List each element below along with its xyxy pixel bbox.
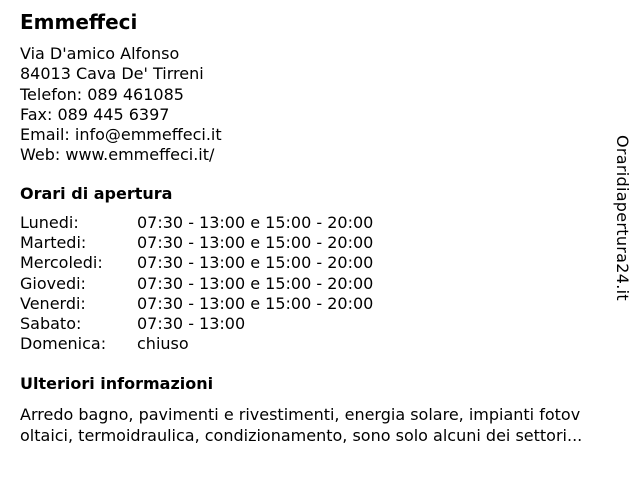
hours-row-wednesday bbox=[20, 253, 373, 273]
hours-value: 07:30 - 13:00 e 15:00 - 20:00 bbox=[137, 233, 374, 253]
hours-value: 07:30 - 13:00 e 15:00 - 20:00 bbox=[137, 213, 374, 232]
hours-row-friday bbox=[20, 294, 373, 314]
hours-row-monday bbox=[20, 213, 373, 233]
phone-number: Telefon: 089 461085 bbox=[20, 84, 184, 104]
day-label: Domenica: bbox=[20, 334, 107, 354]
address-city: 84013 Cava De' Tirreni bbox=[20, 64, 204, 84]
business-description bbox=[20, 404, 632, 446]
website: Web: www.emmeffeci.it/ bbox=[20, 145, 215, 165]
opening-hours-table bbox=[20, 213, 373, 354]
opening-hours-heading: Orari di apertura bbox=[20, 184, 173, 203]
hours-row-saturday bbox=[20, 314, 373, 334]
further-info-heading: Ulteriori informazioni bbox=[20, 374, 214, 393]
hours-row-sunday bbox=[20, 334, 373, 354]
day-label: Venerdi: bbox=[20, 293, 86, 313]
day-label: Sabato: bbox=[20, 313, 82, 333]
description-line: Arredo bagno, pavimenti e rivestimenti, energia solare, impianti fotov bbox=[20, 405, 581, 424]
hours-value: 07:30 - 13:00 e 15:00 - 20:00 bbox=[137, 253, 374, 273]
fax-number: Fax: 089 445 6397 bbox=[20, 104, 170, 124]
email-address: Email: info@emmeffeci.it bbox=[20, 125, 222, 145]
day-label: Martedi: bbox=[20, 233, 87, 253]
hours-value: 07:30 - 13:00 bbox=[137, 313, 246, 333]
day-label: Giovedi: bbox=[20, 273, 86, 293]
description-line: oltaici, termoidraulica, condizionamento, sono solo alcuni dei settori... bbox=[20, 426, 583, 445]
day-label: Lunedi: bbox=[20, 213, 79, 232]
address-street: Via D'amico Alfonso bbox=[20, 44, 180, 63]
business-name: Emmeffeci bbox=[20, 10, 138, 34]
site-watermark: Oraridiapertura24.it bbox=[613, 135, 632, 301]
hours-value: 07:30 - 13:00 e 15:00 - 20:00 bbox=[137, 273, 374, 293]
hours-row-tuesday bbox=[20, 233, 373, 253]
hours-row-thursday bbox=[20, 274, 373, 294]
contact-details bbox=[20, 44, 222, 166]
hours-value: chiuso bbox=[137, 334, 189, 354]
hours-value: 07:30 - 13:00 e 15:00 - 20:00 bbox=[137, 293, 374, 313]
day-label: Mercoledi: bbox=[20, 253, 103, 273]
